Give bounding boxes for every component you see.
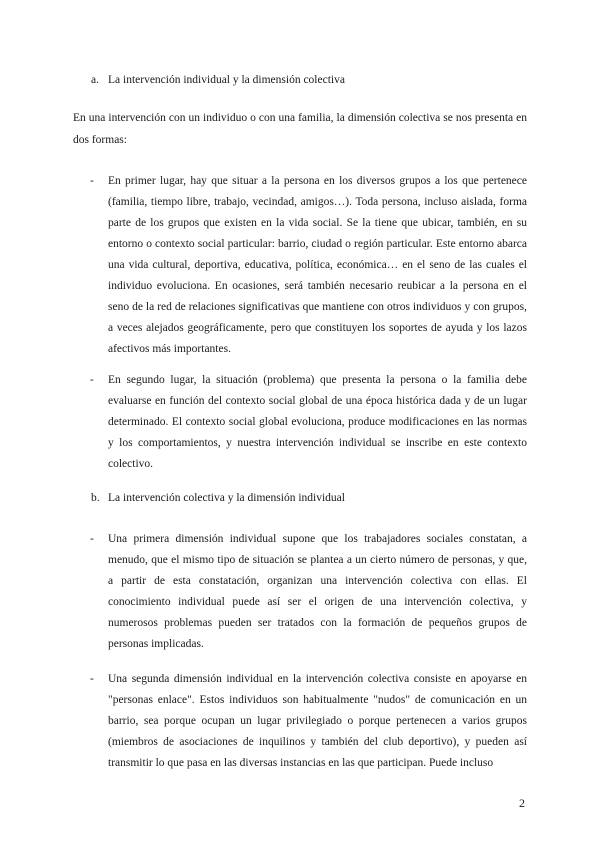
section-a-marker: a. [91, 74, 99, 86]
list-item-text: En primer lugar, hay que situar a la persona en los diversos grupos a los que pertenece (familia, tiempo libre, trabajo, vecindad, amigos…). Toda persona, incluso aislada, forma parte de los grupos que existen en la vida social. Se la tiene que ubicar, también, en su entorno o contexto social particular: barrio, ciudad o región particular. Este entorno abarca una vida cultural, deportiva, educativa, política, económica… en el seno de las cuales el individuo evoluciona. En ocasiones, será también necesario reubicar a la persona en el seno de la red de relaciones significativas que mantiene con otros individuos y con grupos, a veces alejados geográficamente, pero que constituyen los soportes de ayuda y los lazos afectivos más importantes. [108, 175, 527, 355]
list-item [90, 171, 527, 360]
section-a-heading [91, 72, 345, 88]
list-bullet: - [90, 175, 94, 187]
section-b-heading [91, 490, 345, 506]
list-item-text: En segundo lugar, la situación (problema) que presenta la persona o la familia debe evaluarse en función del contexto social global de una época histórica dada y de un lugar determinado. El contexto social global evoluciona, produce modificaciones en las normas y los comportamientos, y nuestra intervención individual se inscribe en este contexto colectivo. [108, 374, 527, 470]
list-item-text: Una primera dimensión individual supone que los trabajadores sociales constatan, a menudo, que el mismo tipo de situación se plantea a un cierto número de personas, y que, a partir de esta constatación, organizan una intervención colectiva con ellas. El conocimiento individual puede así ser el origen de una intervención colectiva, y numerosos problemas pueden ser tratados con la formación de pequeños grupos de personas implicadas. [108, 533, 527, 650]
section-b-marker: b. [91, 492, 100, 504]
section-b-title: La intervención colectiva y la dimensión individual [108, 492, 345, 504]
list-item [90, 370, 527, 475]
page-number: 2 [519, 796, 525, 810]
list-item-text: Una segunda dimensión individual en la intervención colectiva consiste en apoyarse en "personas enlace". Estos individuos son habitualmente "nudos" de comunicación en un barrio, sea porque ocupan un lugar privilegiado o porque pertenecen a varios grupos (miembros de asociaciones de inquilinos y también del club deportivo), y pueden así transmitir lo que pasa en las diversas instancias en las que participan. Puede incluso [108, 673, 527, 769]
list-item [90, 529, 527, 655]
list-item [90, 669, 527, 774]
list-bullet: - [90, 673, 94, 685]
list-bullet: - [90, 374, 94, 386]
list-bullet: - [90, 533, 94, 545]
intro-paragraph: En una intervención con un individuo o con una familia, la dimensión colectiva se nos presenta en dos formas: [73, 112, 527, 146]
section-a-title: La intervención individual y la dimensión colectiva [108, 74, 345, 86]
